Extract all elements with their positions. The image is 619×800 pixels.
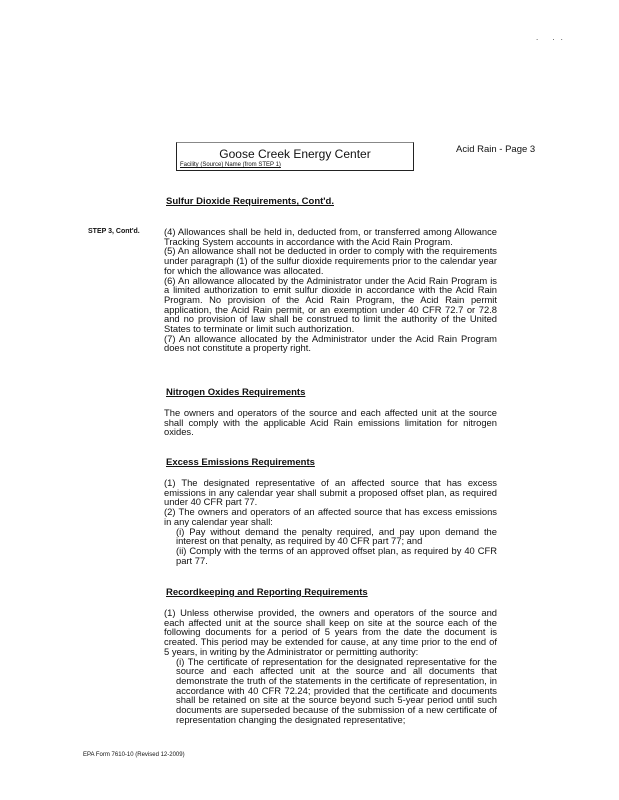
- paragraph: (1) The designated representative of an affected source that has excess emissions in any calendar year shall submit a proposed offset plan, as required under 40 CFR part 77.: [164, 477, 497, 508]
- facility-name-box: [176, 142, 414, 171]
- section-heading-excess: Excess Emissions Requirements: [166, 457, 315, 468]
- paragraph: (6) An allowance allocated by the Administrator under the Acid Rain Program is a limited authorization to emit sulfur dioxide in accordance with the Acid Rain Program. No provision of the Acid Rain Program, the Acid Rain permit application, the Acid Rain permit, or an exemption under 40 CFR 72.7 or 72.8 and no provision of law shall be construed to limit the authority of the United States to terminate or limit such authorization.: [164, 274, 497, 335]
- sub-item: (i) Pay without demand the penalty required, and pay upon demand the interest on that penalty, as required by 40 CFR part 77; and: [176, 525, 497, 547]
- section-body-excess: [164, 478, 497, 565]
- section-heading-recordkeeping: Recordkeeping and Reporting Requirements: [166, 587, 368, 598]
- page-label: Acid Rain - Page 3: [456, 144, 536, 155]
- section-heading-sulfur: Sulfur Dioxide Requirements, Cont'd.: [166, 196, 334, 207]
- form-footer: EPA Form 7610-10 (Revised 12-2009): [83, 752, 185, 758]
- scan-marks: . ..: [536, 33, 569, 42]
- section-body-nitrogen: [164, 408, 497, 437]
- paragraph: The owners and operators of the source and each affected unit at the source shall comply with the applicable Acid Rain emissions limitation for nitrogen oxides.: [164, 407, 497, 438]
- paragraph: (1) Unless otherwise provided, the owners and operators of the source and each affected unit at the source shall keep on site at the source each of the following documents for a period of 5 years from the date the document is created. This period may be extended for cause, at any time prior to the end of 5 years, in writing by the Administrator or permitting authority:: [164, 607, 497, 657]
- section-body-sulfur: [164, 227, 497, 353]
- section-body-recordkeeping: [164, 608, 497, 724]
- step-label: STEP 3, Cont'd.: [88, 228, 140, 235]
- paragraph: (7) An allowance allocated by the Administrator under the Acid Rain Program does not constitute a property right.: [164, 332, 497, 354]
- paragraph: (2) The owners and operators of an affected source that has excess emissions in any calendar year shall:: [164, 506, 497, 527]
- paragraph: (5) An allowance shall not be deducted in order to comply with the requirements under paragraph (1) of the sulfur dioxide requirements prior to the calendar year for which the allowance was allocated.: [164, 245, 497, 276]
- sub-item: (ii) Comply with the terms of an approved offset plan, as required by 40 CFR part 77.: [176, 544, 497, 566]
- sub-item: (i) The certificate of representation for the designated representative for the source and each affected unit at the source and all documents that demonstrate the truth of the statements in the certificate of representation, in accordance with 40 CFR 72.24; provided that the certificate and documents shall be retained on site at the source beyond such 5-year period until such documents are superseded because of the submission of a new certificate of representation changing the designated representative;: [176, 655, 497, 725]
- section-heading-nitrogen: Nitrogen Oxides Requirements: [166, 387, 306, 398]
- paragraph: (4) Allowances shall be held in, deducted from, or transferred among Allowance Tracking System accounts in accordance with the Acid Rain Program.: [164, 226, 497, 247]
- facility-name-caption: Facility (Source) Name (from STEP 1): [180, 162, 281, 168]
- facility-name: Goose Creek Energy Center: [219, 147, 371, 161]
